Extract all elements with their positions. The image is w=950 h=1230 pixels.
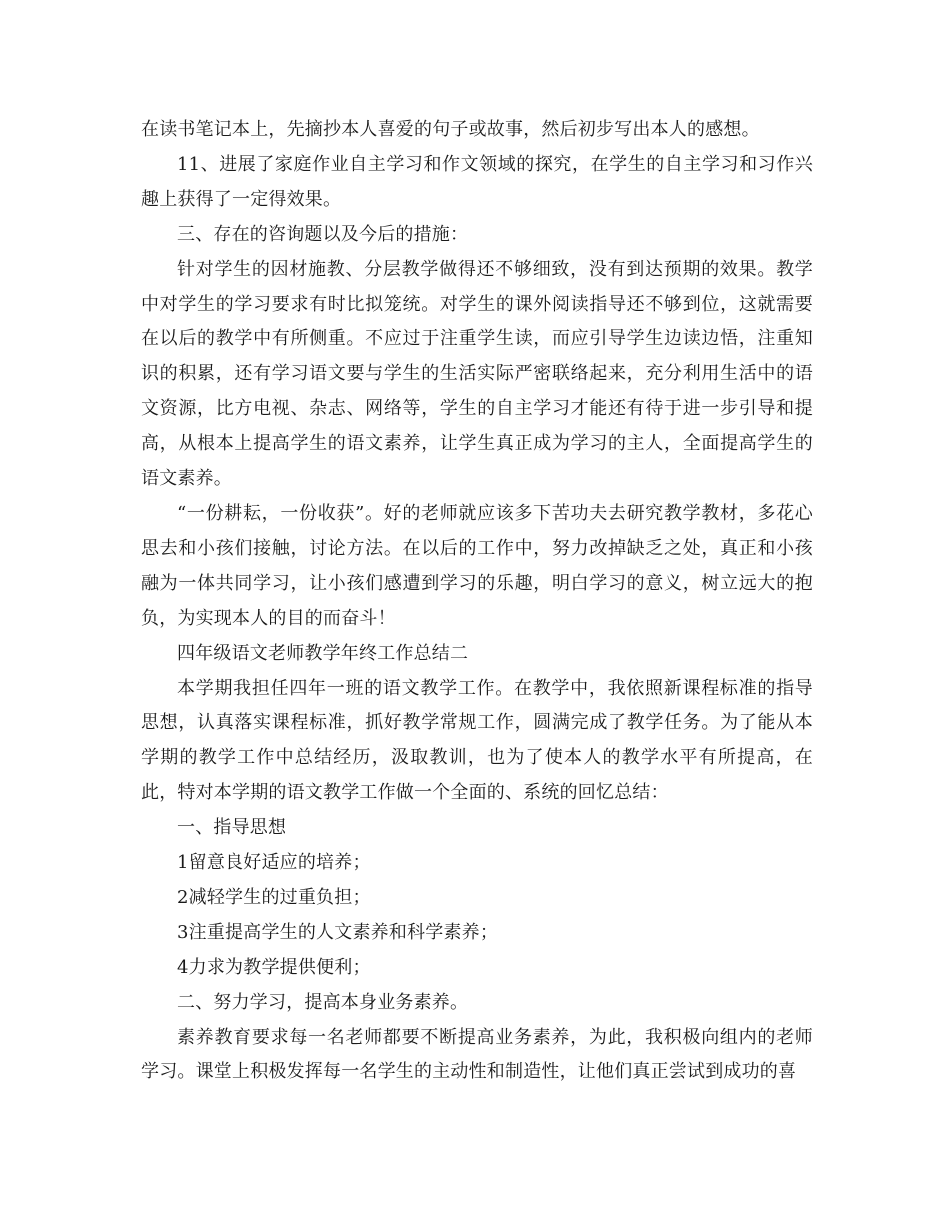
document-body: [141, 113, 813, 1090]
list-item: 1留意良好适应的培养；: [177, 852, 371, 874]
paragraph-reading-notes: 在读书笔记本上，先摘抄本人喜爱的句子或故事，然后初步写出本人的感想。: [141, 119, 760, 140]
document-subtitle: 四年级语文老师教学年终工作总结二: [177, 642, 469, 664]
list-item: 2减轻学生的过重负担；: [177, 886, 371, 908]
paragraph-problems-body: 针对学生的因材施教、分层教学做得还不够细致，没有到达预期的效果。教学中对学生的学习要求有时比拟笼统。对学生的课外阅读指导还不够到位，这就需要在以后的教学中有所侧重。不应过于注重学生读，而应引导学生边读边悟，注重知识的积累，还有学习语文要与学生的生活实际严密联络起来，充分利用生活中的语文资源，比方电视、杂志、网络等，学生的自主学习才能还有待于进一步引导和提高，从根本上提高学生的语文素养，让学生真正成为学习的主人，全面提高学生的语文素养。: [141, 258, 813, 490]
paragraph-intro: 本学期我担任四年一班的语文教学工作。在教学中，我依照新课程标准的指导思想，认真落实课程标准，抓好教学常规工作，圆满完成了教学任务。为了能从本学期的教学工作中总结经历，汲取教训，也为了使本人的教学水平有所提高，在此，特对本学期的语文教学工作做一个全面的、系统的回忆总结：: [141, 677, 813, 804]
paragraph-item-11: 11、进展了家庭作业自主学习和作文领域的探究，在学生的自主学习和习作兴趣上获得了一定得效果。: [141, 153, 813, 210]
section-heading-study: 二、努力学习，提高本身业务素养。: [177, 991, 469, 1013]
paragraph-study-body: 素养教育要求每一名老师都要不断提高业务素养，为此，我积极向组内的老师学习。课堂上积极发挥每一名学生的主动性和制造性，让他们真正尝试到成功的喜: [141, 1026, 813, 1083]
list-item: 4力求为教学提供便利；: [177, 956, 371, 978]
section-heading-guiding-thought: 一、指导思想: [177, 817, 287, 839]
paragraph-conclusion: “一份耕耘，一份收获”。好的老师就应该多下苦功夫去研究教学教材，多花心思去和小孩们接触，讨论方法。在以后的工作中，努力改掉缺乏之处，真正和小孩融为一体共同学习，让小孩们感遭到学习的乐趣，明白学习的意义，树立远大的抱负，为实现本人的目的而奋斗！: [141, 502, 813, 629]
list-item: 3注重提高学生的人文素养和科学素养；: [177, 921, 499, 943]
section-heading-problems: 三、存在的咨询题以及今后的措施：: [177, 223, 469, 245]
